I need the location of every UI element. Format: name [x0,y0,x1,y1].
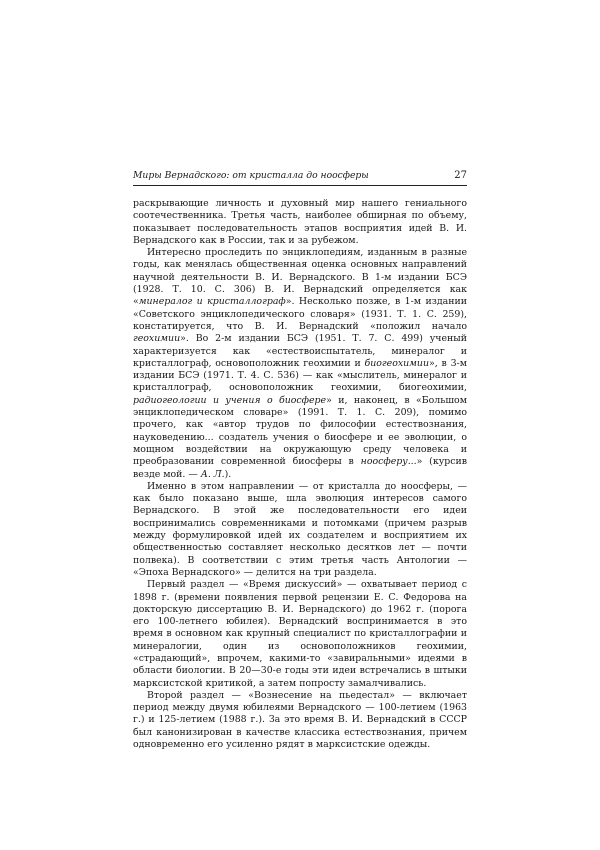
body-text [133,198,467,751]
paragraph [133,198,467,247]
italic-text: минералог и кристаллограф [138,296,286,308]
text-run: ). [224,468,232,480]
book-page [133,168,467,751]
text-run: Первый раздел — «Время дискуссий» — охватывает период с 1898 г. (времени появления первой рецензии Е. С. Федорова на докторскую диссертацию В. И. Вернадского) до 1962 г. (порога его 100-летнего юбилея). Вернадский воспринимается в это время в основном как крупный специалист по кристаллографии и минералогии, один из основоположников геохимии, «страдающий», впрочем, какими-то «завиральными» идеями в области биологии. В 20—30-е годы эти идеи встречались в штыки марксистской критикой, а затем попросту замалчивались. [133,579,467,689]
italic-text: геохимии [133,333,181,345]
page-number: 27 [454,170,467,181]
text-run: » и, наконец, в «Большом энциклопедическом словаре» (1991. Т. 1. С. 209), помимо прочего, как «автор трудов по философии естествознания, науковедению... создатель учения о биосфере и ее эволюции, о мощном воздействии на окружающую среду человека и преобразовании современной биосферы в [133,394,467,468]
italic-text: радиогеологии и учения о биосфере [133,394,327,406]
paragraph [133,690,467,751]
paragraph [133,247,467,481]
text-run: Интересно проследить по энциклопедиям, изданным в разные годы, как менялась общественная оценка основных направлений научной деятельности В. И. Вернадского. В 1-м издании БСЭ (1928. Т. 10. С. 306) В. И. Вернадский определяется как « [133,247,467,308]
running-head-title: Миры Вернадского: от кристалла до ноосферы [133,170,369,181]
text-run: », в 3-м издании БСЭ (1971. Т. 4. С. 536) — как «мыслитель, минералог и кристаллограф, основоположник геохимии, биогеохимии, [133,357,467,394]
text-run: Второй раздел — «Вознесение на пьедестал» — включает период между двумя юбилеями Вернадского — 100-летием (1963 г.) и 125-летием (1988 г.). За это время В. И. Вернадский в СССР был канонизирован в качестве классика естествознания, причем одновременно его усиленно рядят в марксистские одежды. [133,689,467,751]
paragraph [133,481,467,579]
italic-text: ноосферу [360,456,408,468]
text-run: раскрывающие личность и духовный мир нашего гениального соотечественника. Третья часть, наиболее обширная по объему, показывает последовательность этапов восприятия идей В. И. Вернадского как в России, так и за рубежом. [133,198,467,246]
text-run: ». Несколько позже, в 1-м издании «Советского энциклопедического словаря» (1931. Т. 1. С. 259), констатируется, что В. И. Вернадский «положил начало [133,296,467,332]
italic-text: А. Л. [200,468,225,480]
text-run: ...» (курсив везде мой. — [133,456,467,480]
text-run: Именно в этом направлении — от кристалла до ноосферы, — как было показано выше, шла эволюция интересов самого Вернадского. В этой же последовательности его идеи воспринимались современниками и потомками (причем разрыв между формулировкой идей их создателем и восприятием их общественностью составляет несколько десятков лет — почти полвека). В соответствии с этим третья часть Антологии — «Эпоха Вернадского» — делится на три раздела. [133,480,467,578]
italic-text: биогеохимии [364,357,430,369]
header-rule [133,185,467,186]
text-run: ». Во 2-м издании БСЭ (1951. Т. 7. С. 499) ученый характеризуется как «естествоиспытатель, минералог и кристаллограф, основоположник геохимии и [133,333,467,369]
running-head [133,168,467,184]
paragraph [133,579,467,690]
